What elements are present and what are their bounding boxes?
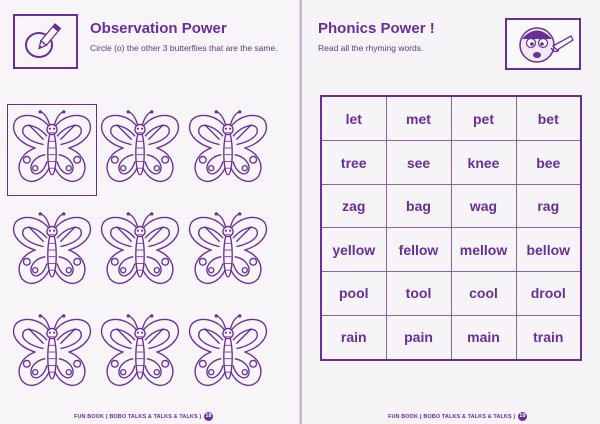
butterfly-icon[interactable] <box>10 106 94 190</box>
word-cell: pain <box>386 315 451 360</box>
rhyming-words-table <box>320 95 582 361</box>
word-cell: bet <box>516 96 581 141</box>
word-row <box>321 228 581 272</box>
word-cell: see <box>386 141 451 185</box>
word-cell: train <box>516 315 581 360</box>
word-cell: zag <box>321 184 386 228</box>
word-row <box>321 96 581 141</box>
word-cell: met <box>386 96 451 141</box>
word-cell: knee <box>451 141 516 185</box>
word-cell: bee <box>516 141 581 185</box>
thinking-face-icon <box>505 18 581 70</box>
word-cell: pool <box>321 272 386 316</box>
instruction-text: Circle (o) the other 3 butterflies that are the same. <box>90 43 278 53</box>
word-cell: fellow <box>386 228 451 272</box>
butterfly-icon[interactable] <box>10 208 94 292</box>
word-row <box>321 141 581 185</box>
word-row <box>321 184 581 228</box>
word-cell: bellow <box>516 228 581 272</box>
pencil-circle-icon <box>13 14 78 69</box>
footer <box>388 412 527 421</box>
word-row <box>321 272 581 316</box>
butterfly-icon[interactable] <box>186 208 270 292</box>
butterfly-icon[interactable] <box>186 310 270 394</box>
word-cell: cool <box>451 272 516 316</box>
footer-text: FUN BOOK ( BOBO TALKS & TALKS & TALKS ) <box>74 413 202 420</box>
word-cell: rain <box>321 315 386 360</box>
word-cell: yellow <box>321 228 386 272</box>
word-cell: let <box>321 96 386 141</box>
butterfly-icon[interactable] <box>98 310 182 394</box>
word-cell: tree <box>321 141 386 185</box>
page-number: 18 <box>205 413 212 419</box>
word-cell: tool <box>386 272 451 316</box>
word-cell: pet <box>451 96 516 141</box>
word-cell: wag <box>451 184 516 228</box>
butterfly-icon[interactable] <box>98 106 182 190</box>
butterfly-icon[interactable] <box>98 208 182 292</box>
page-number: 19 <box>519 413 526 419</box>
word-cell: drool <box>516 272 581 316</box>
instruction-text: Read all the rhyming words. <box>318 43 424 53</box>
page-title: Observation Power <box>90 20 227 37</box>
word-cell: bag <box>386 184 451 228</box>
word-row <box>321 315 581 360</box>
page-title: Phonics Power ! <box>318 20 435 37</box>
footer-text: FUN BOOK ( BOBO TALKS & TALKS & TALKS ) <box>388 413 516 420</box>
word-cell: main <box>451 315 516 360</box>
footer <box>74 412 213 421</box>
butterfly-icon[interactable] <box>186 106 270 190</box>
butterfly-icon[interactable] <box>10 310 94 394</box>
word-cell: rag <box>516 184 581 228</box>
word-cell: mellow <box>451 228 516 272</box>
